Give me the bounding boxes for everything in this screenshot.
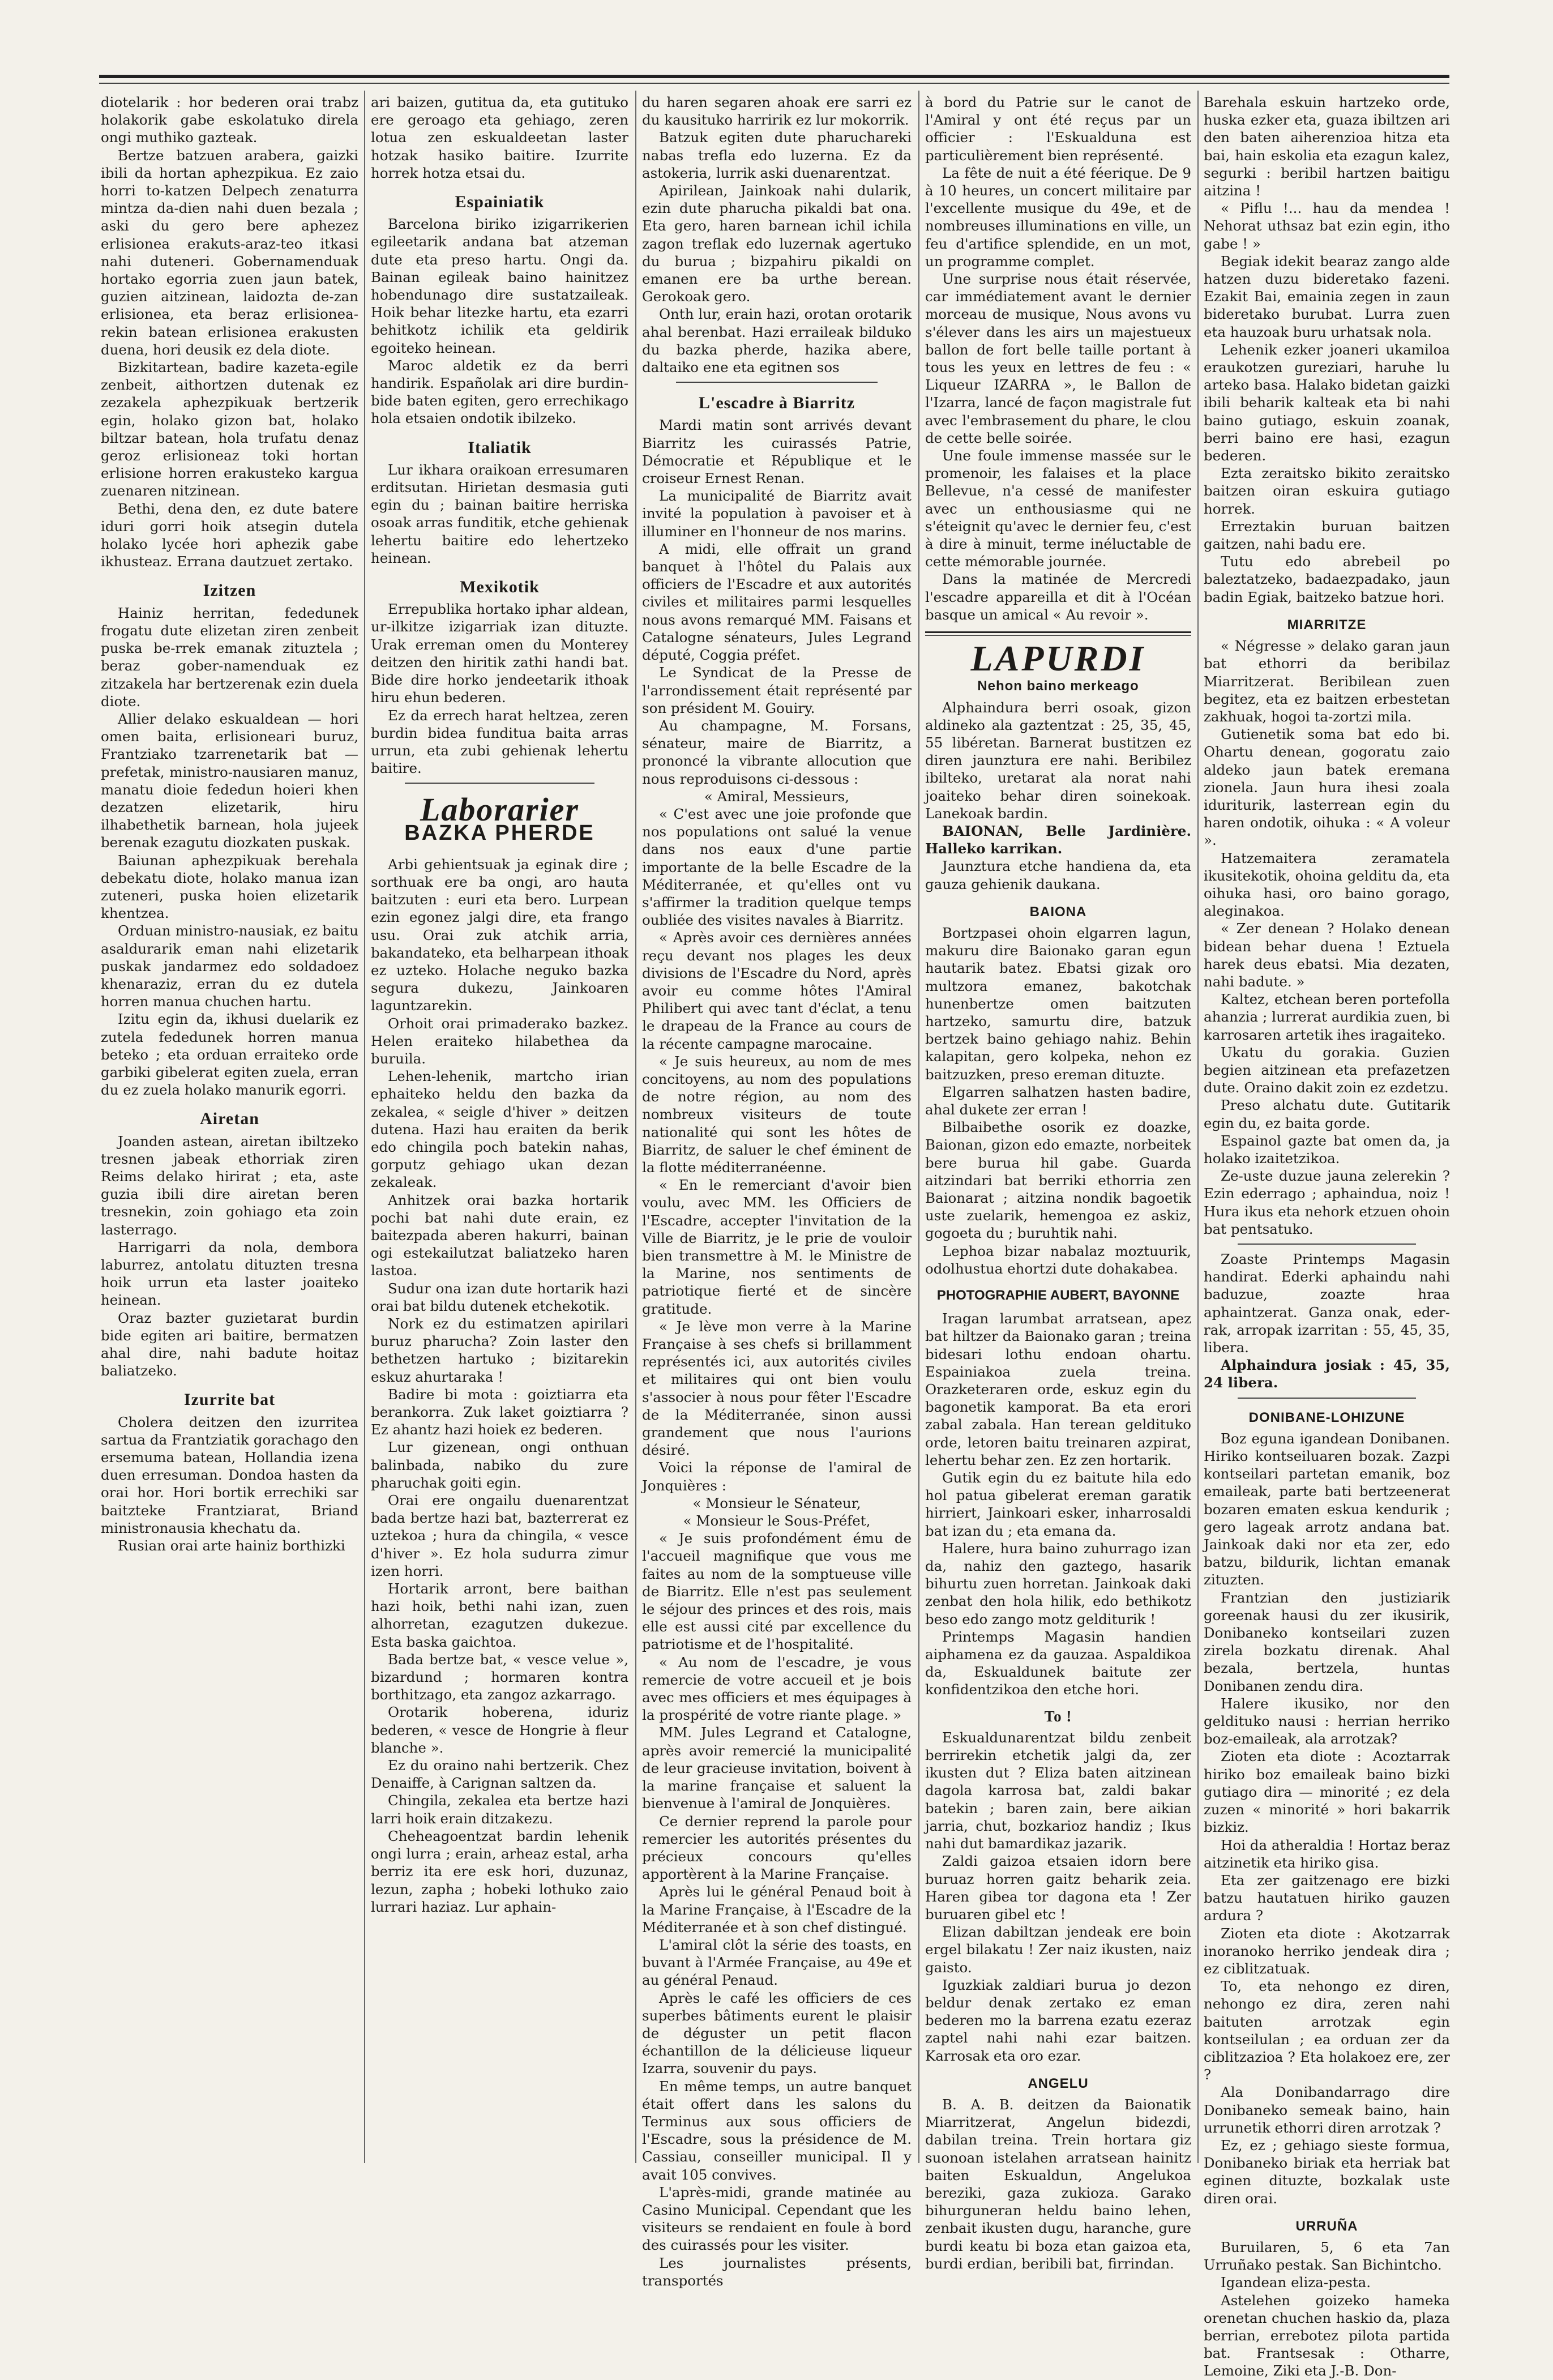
paragraph: « Amiral, Messieurs,: [704, 788, 850, 805]
paragraph: Barehala eskuin hartzeko orde, huska ezker eta, guaza ibiltzen ari den baten aiherenzioa hitza eta bai, hain eskolia eta ezagun kalez, segurki : beribil hartzen baitigu aitzina !: [1204, 94, 1450, 199]
paragraph: Ezta zeraitsko bikito zeraitsko baitzen oiran eskuira gutiago horrek.: [1204, 465, 1450, 517]
paragraph: Bilbaibethe osorik ez doazke, Baionan, gizon edo emazte, norbeitek bere burua hil gabe. Guarda aitzindari bat berriki ethorria zen Baionarat ; aitzina nondik bagoetik uste zuelarik, hemengoa ez askiz, gogoeta du ; buruhtik nahi.: [925, 1119, 1191, 1242]
paragraph: Begiak idekit bearaz zango alde hatzen duzu bideretako fazeni. Ezakit Bai, emainia zegen in zaun bideretako burubat. Lurra zuen eta hauzoak buru urhatsak nola.: [1204, 253, 1450, 340]
paragraph: B. A. B. deitzen da Baionatik Miarritzerat, Angelun bidezdi, dabilan treina. Trein hortara giz suonoan istelahen arratsean hainitz baiten Eskualdun, Angelukoa bereziki, gaza zukioza. Garako bihurguneran heldu baino lehen, zenbait ikusten dugu, haranche, gure burdi keatu bi boza etan gaizoa eta, burdi erdian, beribili bat, firrindan.: [925, 2096, 1191, 2272]
section-heading: Izitzen: [203, 581, 256, 600]
paragraph: « Après avoir ces dernières années reçu devant nos plages les deux divisions de l'Escadre du Nord, après avoir eu comme hôtes l'Amiral Philibert qui avec tant d'éclat, a tenu le drapeau de la France au cours de la récente campagne marocaine.: [642, 929, 912, 1052]
paragraph: Chingila, zekalea eta bertze hazi larri hoik erain ditzakezu.: [371, 1792, 628, 1827]
paragraph: Voici la réponse de l'amiral de Jonquières :: [642, 1459, 912, 1494]
paragraph: « Je suis heureux, au nom de mes concitoyens, au nom des populations de notre région, au nom des nombreux visiteurs de toute nationalité qui sont les hôtes de Biarritz, de saluer le chef éminent de la flotte méditerranéenne.: [642, 1053, 912, 1176]
paragraph: Apirilean, Jainkoak nahi dularik, ezin dute pharucha pikaldi bat ona. Eta gero, haren barnean ichil ichila zagon treflak edo luzernak agertuko du burua ; bizpahiru pikaldi on emanen ere ba urthe berean. Gerokoak gero.: [642, 182, 912, 305]
section-heading: Nehon baino merkeago: [977, 678, 1139, 694]
section-heading: Italiatik: [468, 438, 532, 457]
paragraph: La fête de nuit a été féerique. De 9 à 10 heures, un concert militaire par l'excellente musique du 49e, et de nombreuses illuminations en ville, un feu d'artifice splendide, en un mot, un programme complet.: [925, 164, 1191, 270]
section-heading: Airetan: [200, 1109, 259, 1129]
paragraph: Le Syndicat de la Presse de l'arrondissement était représenté par son président M. Gouiry.: [642, 664, 912, 716]
paragraph: diotelarik : hor bederen orai trabz holakorik gabe eskolatuko direla ongi muthiko gazteak.: [101, 94, 358, 146]
paragraph: Tutu edo abrebeil po baleztatzeko, badaezpadako, jaun badin Egiak, baitzeko batzue hori.: [1204, 553, 1450, 605]
paragraph: Nork ez du estimatzen apirilari buruz pharucha? Zoin laster den bethetzen hartuko ; bizitarekin eskuz ahurtaraka !: [371, 1315, 628, 1385]
paragraph: Harrigarri da nola, dembora laburrez, antolatu dituzten tresna hoik urrun eta laster joaiteko heinean.: [101, 1238, 358, 1309]
paragraph: Eta zer gaitzenago ere bizki batzu hautatuen hiriko gauzen ardura ?: [1204, 1871, 1450, 1924]
paragraph: Ez, ez ; gehiago sieste formua, Donibaneko biriak eta herriak bat eginen dituzte, bozkalak uste diren orai.: [1204, 2137, 1450, 2207]
paragraph: Halere ikusiko, nor den geldituko nausi : herrian herriko boz-emaileak, ala arrotzak?: [1204, 1695, 1450, 1747]
paragraph: Espainol gazte bat omen da, ja holako izaitetzikoa.: [1204, 1132, 1450, 1167]
column-3: [642, 93, 912, 2289]
paragraph: Après lui le général Penaud boit à la Marine Française, à l'Escadre de la Méditerranée et à son chef distingué.: [642, 1883, 912, 1935]
paragraph: Zaldi gaizoa etsaien idorn bere buruaz horren gaitz beharik zeia. Haren gibea tor dagona eta ! Zer buruaren gibel etc !: [925, 1853, 1191, 1922]
paragraph: Sudur ona izan dute hortarik hazi orai bat bildu dutenek etchekotik.: [371, 1280, 628, 1314]
paragraph: Orduan ministro-nausiak, ez baitu asaldurarik eman nahi elizetarik puskak jandarmez edo soldadoez khenaraziz, erran du ez dutela horren manua chuchen hartu.: [101, 922, 358, 1010]
paragraph: « Je lève mon verre à la Marine Française à ses chefs si brillamment représentés ici, aux autorités civiles et militaires qui ont bien voulu s'associer à nous pour fêter l'Escadre de la Méditerranée, sinon aussi grandement que nous l'aurions désiré.: [642, 1318, 912, 1459]
paragraph: Frantzian den justiziarik goreenak hausi du zer ikusirik, Donibaneko kontseilari zuzen zirela bozkatu direnak. Ahal bezala, bertzela, huntas Donibanen zendu dira.: [1204, 1589, 1450, 1694]
paragraph: Preso alchatu dute. Gutitarik egin du, ez baita gorde.: [1204, 1097, 1450, 1131]
paragraph: « Piflu !... hau da mendea ! Nehorat uthsaz bat ezin egin, itho gabe ! »: [1204, 200, 1450, 252]
paragraph: Lehen-lehenik, martcho irian ephaiteko heldu den bazka da zekalea, « seigle d'hiver » deitzen dutena. Hazi hau eraiten da berik edo chingila poch batekin nahas, gorputz gehiago ukan dezan zekaleak.: [371, 1068, 628, 1191]
paragraph: Orai ere ongailu duenarentzat bada bertze hazi bat, bazterrerat ez uztekoa ; hura da chingila, « vesce d'hiver ». Ez hola sudurra zimur izen horri.: [371, 1492, 628, 1579]
column-divider: [918, 91, 919, 2163]
paragraph: Iguzkiak zaldiari burua jo dezon beldur denak zertako ez eman bederen mo la barrena ezatu ezeraz zaptel nahi nahi ezar baitzen. Karrosak eta oro ezar.: [925, 1976, 1191, 2064]
paragraph: Hoi da atheraldia ! Hortaz beraz aitzinetik eta hiriko gisa.: [1204, 1836, 1450, 1871]
paragraph: « En le remerciant d'avoir bien voulu, avec MM. les Officiers de l'Escadre, accepter l'invitation de la Ville de Biarritz, je le prie de vouloir bien transmettre à M. le Ministre de la Marine, nos sentiments de patriotique fierté et de sincère gratitude.: [642, 1177, 912, 1317]
paragraph: Rusian orai arte hainiz borthizki: [118, 1537, 345, 1554]
paragraph: Hortarik arront, bere baithan hazi hoik, bethi nahi izan, zuen alhorretan, ezagutzen dukezue. Esta baska gaichtoa.: [371, 1580, 628, 1650]
paragraph: To, eta nehongo ez diren, nehongo ez dira, zeren nahi baituten arrotzak egin kontseilulan ; ea orduan zer da ciblitzazioa ? Eta holakoez ere, zer ?: [1204, 1978, 1450, 2083]
paragraph: Bethi, dena den, ez dute batere iduri gorri hoik atsegin dutela holako lycée hori aphezik gabe ikhusteaz. Errana dautzuet zertako.: [101, 500, 358, 570]
paragraph: Jaunztura etche handienа da, eta gauza gehienik daukana.: [925, 858, 1191, 892]
column-1: [101, 93, 358, 2149]
divider: [1238, 1244, 1416, 1245]
divider: [925, 631, 1191, 636]
paragraph: Barcelona biriko izigarrikerien egileetarik andana bat atzeman dute eta preso hartu. Ongi da. Bainan egileak baino hainitzez hobendunago dire sustatzaileak. Hoik behar litezke hartu, eta ezarri behitkotz ichilik eta geldirik egoiteko heinean.: [371, 216, 628, 356]
section-heading: Espainiatik: [455, 193, 545, 212]
lapurdi-heading: LAPURDI: [970, 638, 1146, 679]
paragraph: Boz eguna igandean Donibanen. Hiriko kontseiluaren bozak. Zazpi kontseilari partetan emanik, boz emaileak, parte bati bertzeenerat bozaren ematen eskua kendurik ; gero lageak arrotz andana bat. Jainkoak daki nor eta zer, edo batzu, bildurik, lichtan emanak zituzten.: [1204, 1430, 1450, 1588]
paragraph: Allier delako eskualdean — hori omen baita, erlisioneari buruz, Frantziako tzarrenetarik bat — prefetak, ministro-nausiaren manuz, manatu dioie fededun hoieri khen dezatzen elizetarik, hiru ilhabethetik barnean, hola jujeek berenak ezagutu diozkaten puskak.: [101, 710, 358, 851]
paragraph: L'après-midi, grande matinée au Casino Municipal. Cependant que les visiteurs se rendaient en foule à bord des cuirassés pour les visiter.: [642, 2184, 912, 2254]
paragraph: Zioten eta diote : Acoztarrak hiriko boz emaileak baino bizki gutiago dira — minorité ; ez dela zuzen « minorité » hori bakarrik bizkiz.: [1204, 1748, 1450, 1836]
column-divider: [635, 91, 636, 2163]
paragraph: En même temps, un autre banquet était offert dans les salons du Terminus aux sous officiers de l'Escadre, sous la présidence de M. Cassiau, conseiller municipal. Il y avait 105 convives.: [642, 2078, 912, 2183]
paragraph: Maroc aldetik ez da berri handirik. Españolak ari dire burdin-bide baten egiten, gero errechikago hola etsaien ondotik ibilzeko.: [371, 357, 628, 427]
column-divider: [364, 91, 365, 2163]
paragraph: Gutienetik soma bat edo bi. Ohartu denean, gogoratu zaio aldeko jaun batek eremana zionela. Jaun hura ihesi zoala iduriturik, lasterrean egin du haren ondotik, oihuka : « A voleur ».: [1204, 726, 1450, 849]
paragraph: Ez du oraino nahi bertzerik. Chez Denaiffe, à Carignan saltzen da.: [371, 1757, 628, 1792]
section-heading: ANGELU: [1028, 2075, 1089, 2091]
paragraph: Mardi matin sont arrivés devant Biarritz les cuirassés Patrie, Démocratie et République et le croiseur Ernest Renan.: [642, 417, 912, 487]
paragraph: Ala Donibandarrago dire Donibaneko semeak baino, hain urrunetik ethorri diren arrotzak ?: [1204, 2084, 1450, 2136]
paragraph: Anhitzek orai bazka hortarik pochi bat nahi dute erain, ez baitezpada aberen hakurri, bainan ogi estekailutzat baliatzeko haren lastoa.: [371, 1191, 628, 1279]
paragraph: L'amiral clôt la série des toasts, en buvant à l'Armée Française, au 49e et au général Penaud.: [642, 1936, 912, 1989]
paragraph: « Au nom de l'escadre, je vous remercie de votre accueil et je bois avec mes officiers et mes équipages à la prospérité de votre riante plage. »: [642, 1653, 912, 1724]
section-heading: L'escadre à Biarritz: [698, 394, 855, 413]
paragraph: « Monsieur le Sénateur,: [692, 1494, 861, 1511]
paragraph: Orhoit orai primaderako bazkez. Helen eraiteko hilabethea da buruila.: [371, 1015, 628, 1067]
paragraph: Izitu egin da, ikhusi duelarik ez zutela fededunek horren manua beteko ; eta orduan erraiteko orde garbiki gibelerat egiten zuela, erran du ez zuela holako manurik egorri.: [101, 1011, 358, 1099]
paragraph: « Monsieur le Sous-Préfet,: [683, 1512, 871, 1529]
paragraph: Lur ikhara oraikoan erresumaren erditsutan. Hirietan desmasia guti egin du ; bainan baitire herriska osoak arras funditik, etche gehienak lehertu baitire edo lehertzeko heinean.: [371, 461, 628, 566]
paragraph: « C'est avec une joie profonde que nos populations ont salué la venue dans nos eaux d'une partie importante de la belle Escadre de la Méditerranée, et qu'elles ont vu s'affirmer la tradition quelque temps oubliée des visites navales à Biarritz.: [642, 805, 912, 929]
section-heading: URRUÑA: [1295, 2218, 1358, 2234]
paragraph: Onth lur, erain hazi, orotan orotarik ahal berenbat. Hazi erraileak bilduko du bazka pherde, hazika abere, daltaiko ene eta egitnen sos: [642, 306, 912, 376]
column-4: [925, 93, 1191, 2272]
paragraph: Après le café les officiers de ces superbes bâtiments eurent le plaisir de déguster un petit flacon échantillon de la délicieuse liqueur Izarra, souvenir du pays.: [642, 1989, 912, 2077]
paragraph: Errepublika hortako iphar aldean, ur-ilkitze izigarriak izan dituzte. Urak erreman omen du Monterey deitzen den hiritik zathi handi bat. Bide dire horko jendeetarik ithoak hiru ehun bederen.: [371, 601, 628, 706]
paragraph: Bizkitartean, badire kazeta-egile zenbeit, aithortzen dutenak ez zezakela aphezpikuak bertzerik egin, holako gizon bat, holako biltzar batean, hola trufatu denaz geroz erlisioneaz toki hortan erlisione horren erakusteko kargua zuenaren nitzinean.: [101, 359, 358, 499]
laborarier-heading: Laborarier: [420, 791, 579, 828]
paragraph: Ce dernier reprend la parole pour remercier les autorités présentes du précieux concours qu'elles apportèrent à la Marine Française.: [642, 1813, 912, 1883]
paragraph: Bortzpasei ohoin elgarren lagun, makuru dire Baionako garan egun hautarik batez. Ebatsi gizak oro multzora emanez, bakotchak hunenbertze omen baitzuten hartzeko, samurtu dire, batzuk bertzek baino gehiago nahiz. Behin kalapitan, gero kolpeka, nehon ez baitzuzken, preso ereman dituzte.: [925, 924, 1191, 1083]
paragraph: « Je suis profondément ému de l'accueil magnifique que vous me faites au nom de la somptueuse ville de Biarritz. Elle n'est pas seulement le séjour des princes et des rois, mais elle est aussi cité par excellence du patriotisme et de l'hospitalité.: [642, 1530, 912, 1653]
column-divider: [1197, 91, 1199, 2163]
section-heading: BAIONA: [1029, 904, 1087, 920]
paragraph: « Négresse » delako garan jaun bat ethorri da beribilaz Miarritzerat. Beribilean zuen begitez, eta ez baitzen erbestetan zakhuak, hogoi ta-zortzi mila.: [1204, 638, 1450, 725]
paragraph: Lephoa bizar nabalaz moztuurik, odolhustua ehortzi dute dohakabea.: [925, 1242, 1191, 1277]
paragraph: Oraz bazter guzietarat burdin bide egiten ari baitire, bermatzen ahal dire, nahi badute hoitaz baliatzeko.: [101, 1309, 358, 1379]
paragraph: Lehenik ezker joaneri ukamiloa eraukotzen gureziari, haruhe lu arteko basa. Halako bidetan gaizki ibili beharik kalteak eta bi nahi baino gutiago, eskuin zoanak, berri baino ere hasi, ezagun bederen.: [1204, 341, 1450, 464]
paragraph: Ukatu du gorakia. Guzien begien aitzinean eta prefazetzen dute. Oraino dakit zoin ez ezdetzu.: [1204, 1044, 1450, 1096]
paragraph: Cholera deitzen den izurritea sartua da Frantziatik gorachago den ersemuma batean, Hollandia izena duen erresuman. Dondoa hasten da orai hor. Hori bortik errechiki sar baitzteke Frantziarat, Briand ministronausia khechatu da.: [101, 1413, 358, 1536]
advertisement-title: PHOTOGRAPHIE AUBERT, BAYONNE: [936, 1288, 1180, 1303]
paragraph: Gutik egin du ez baitute hila edo hol patua gibelerat ereman garatik hirriert, Jainkoari esker, inharrosaldi bat izan du ; eta emana da.: [925, 1469, 1191, 1539]
paragraph: Badire bi mota : goiztiarra eta berankorra. Zuk laket goiztiarra ? Ez ahantz hazi hoiek ez bederen.: [371, 1386, 628, 1438]
paragraph: Lur gizenean, ongi onthuan balinbada, nabiko du zure pharuchak goiti egin.: [371, 1439, 628, 1491]
section-heading: MIARRITZE: [1287, 617, 1367, 633]
paragraph: Dans la matinée de Mercredi l'escadre appareilla et dit à l'Océan basque un amical « Au revoir ».: [925, 571, 1191, 623]
header-rule-thin: [99, 83, 1449, 84]
paragraph: Batzuk egiten dute pharuchareki nabas trefla edo luzerna. Ez da astokeria, lurrik aski duenarentzat.: [642, 129, 912, 181]
paragraph: Joanden astean, airetan ibiltzeko tresnen jabeak ethorriak ziren Reims delako hirirat ; eta, aste guzia ibili dire airetan beren tresnekin, zoin gohiago eta zoin lasterrago.: [101, 1133, 358, 1238]
divider: [676, 382, 878, 383]
paragraph: Printemps Magasin handien aiphamena ez da gauzaa. Aspaldikoa da, Eskualdunek baitute zer konfidentzikoa den etche hori.: [925, 1628, 1191, 1698]
paragraph: Hatzemaitera zeramatela ikusitekotik, ohoina gelditu da, eta oihuka hasi, oro baino gorago, aleginakoa.: [1204, 849, 1450, 920]
paragraph: Eskualdunarentzat bildu zenbeit berrirekin etchetik jalgi da, zer ikusten dut ? Eliza baten aitzinean dagola karrosa bat, zaldi bakar batekin ; baren zain, bere aikian jarria, chut, bozkarioz handiz ; Ikus nahi dut bamardikaz jazarik.: [925, 1729, 1191, 1852]
paragraph: du haren segaren ahoak ere sarri ez du kausituko harririk ez lur mokorrik.: [642, 94, 912, 129]
paragraph: Les journalistes présents, transportés: [642, 2254, 912, 2289]
paragraph: « Zer denean ? Holako denean bidean behar duena ! Eztuela harek deus ebatsi. Mia dezaten, nahi badute. »: [1204, 920, 1450, 990]
paragraph: Zioten eta diote : Akotzarrak inoranoko herriko jendeak dira ; ez ciblitzatuak.: [1204, 1925, 1450, 1977]
paragraph: Halere, hura baino zuhurrago izan da, nahiz den gaztego, hasarik bihurtu zuen horretan. Jainkoak daki zenbat den hola hilik, edo bethikotz beso edo zango motz gelditurik !: [925, 1540, 1191, 1627]
section-heading: Mexikotik: [460, 578, 540, 597]
paragraph: Ez da errech harat heltzea, zeren burdin bidea funditua baita arras urrun, eta zubi gehienak lehertu baitire.: [371, 707, 628, 777]
bazka-pherde-heading: BAZKA PHERDE: [404, 821, 595, 845]
section-heading: DONIBANE-LOHIZUNE: [1248, 1409, 1405, 1425]
paragraph: Orotarik hoberena, iduriz bederen, « vesce de Hongrie à fleur blanche ».: [371, 1704, 628, 1756]
paragraph: Astelehen goizeko hameka orenetan chuchen haskio da, plaza berrian, errebotez pilota partida bat. Frantsesak : Otharre, Lemoine, Ziki eta J.-B. Don-: [1204, 2292, 1450, 2379]
paragraph: Cheheagoentzat bardin lehenik ongi lurra ; erain, arheaz estal, arha berriz ita ere esk hori, duzunaz, lezun, zapha ; hobeki lothuko zaio lurrari haziaz. Lur aphain-: [371, 1827, 628, 1915]
paragraph: A midi, elle offrait un grand banquet à l'hôtel du Palais aux officiers de l'Escadre et aux autorités civiles et militaires parmi lesquelles nous avons remarqué MM. Faisans et Catalogne sénateurs, Jules Legrand député, Coggia préfet.: [642, 540, 912, 664]
paragraph: Elgarren salhatzen hasten badire, ahal dukete zer erran !: [925, 1083, 1191, 1118]
paragraph: Igandean eliza-pesta.: [1221, 2274, 1371, 2291]
paragraph: Kaltez, etchean beren portefolla ahanzia ; lurrerat aurdikia zuen, bi karrosaren artetik ihes iragaiteko.: [1204, 991, 1450, 1043]
column-5: [1204, 93, 1450, 2379]
paragraph: Bertze batzuen arabera, gaizki ibili da hortan aphezpikua. Ez zaio horri to-katzen Delpech zenaturra mintza da-dien nahi duen bezala ; aski du gero bere aphezez erlisionea erakuts-araz-teo itkasi nahi duteneri. Gobernamenduak hortako egorria zuen jaun batek, guzien aitzinean, laidozta de-zan erlisionea, eta beraz erlisionea-rekin batean erlisionea erakusten duena, hori deusik ez dela diote.: [101, 147, 358, 358]
paragraph: La municipalité de Biarritz avait invité la population à pavoiser et à illuminer en l'honneur de nos marins.: [642, 488, 912, 540]
divider: [405, 783, 594, 784]
divider: [1238, 1398, 1416, 1399]
paragraph: Hainiz herritan, fededunek frogatu dute elizetan ziren zenbeit puska be-rrek emanak zituztela ; beraz gober-namenduak ez zitzakela har bertzerenak ezin duela diote.: [101, 604, 358, 710]
paragraph: Bada bertze bat, « vesce velue », bizardund ; hormaren kontra borthitzago, eta zangoz azkarrago.: [371, 1651, 628, 1703]
paragraph: Iragan larumbat arratsean, apez bat hiltzer da Baionako garan ; treina bidesari lothu endoan ohartu. Espainiakoa zuela treina. Orazketeraren orde, eskuz egin du bagonetik kamporat. Ba eta erori zabal zabala. Han terean geldituko orde, letoren baitu treinaren azpirat, lehertu behar zen. Ez zen hortarik.: [925, 1310, 1191, 1468]
section-heading: To !: [1044, 1707, 1072, 1725]
paragraph: Au champagne, M. Forsans, sénateur, maire de Biarritz, a prononcé la vibrante allocution que nous reproduisons ci-dessous :: [642, 717, 912, 787]
section-heading: Izurrite bat: [183, 1390, 276, 1409]
paragraph: Arbi gehientsuak ja eginak dire ; sorthuak ere ba ongi, aro hauta baitzuten : euri eta bero. Lurpean ezin egonez jalgi dire, eta frango usu. Orai zuk atchik arria, bakandateko, eta belharpean ithoak ez uzteko. Holache neguko bazka segura dukezu, Jainkoaren laguntzarekin.: [371, 856, 628, 1014]
paragraph: MM. Jules Legrand et Catalogne, après avoir remercié la municipalité de leur gracieuse invitation, boivent à la marine française et saluent la bienvenue à l'amiral de Jonquières.: [642, 1724, 912, 1812]
paragraph: Zoaste Printemps Magasin handirat. Ederki aphaindu nahi baduzue, zoazte hraa aphaintzerat. Ganza onak, eder-rak, arropak izarritan : 55, 45, 35, libera.: [1204, 1251, 1450, 1356]
paragraph: Une foule immense massée sur le promenoir, les falaises et la place Bellevue, n'a cessé de manifester avec un enthousiasme qui ne s'éteignit qu'avec le dernier feu, c'est à dire à minuit, terme inéluctable de cette mémorable journée.: [925, 447, 1191, 570]
paragraph: à bord du Patrie sur le canot de l'Amiral y ont été reçus par un officier : l'Eskualduna est particulièrement bien représenté.: [925, 94, 1191, 164]
header-rule: [99, 75, 1449, 78]
column-2: [371, 93, 628, 2149]
paragraph: Erreztakin buruan baitzen gaitzen, nahi badu ere.: [1204, 518, 1450, 553]
paragraph: Baiunan aphezpikuak berehala debekatu diote, holako manua izan zuteneri, puska hoien elizetarik khentzea.: [101, 852, 358, 922]
paragraph: Ze-uste duzue jauna zelerekin ? Ezin ederrago ; aphaindua, noiz ! Hura ikus eta nehork etzuen ohoin bat pentsatuko.: [1204, 1168, 1450, 1237]
paragraph: Alphaindura berri osoak, gizon aldineko ala gaztentzat : 25, 35, 45, 55 libéretan. Barnerat bustitzen ez diren jaunztura ere nahi. Beribilez ibilteko, uretarat ala norat nahi joaiteko behar diren soinekoak. Lanekoak bardin.: [925, 699, 1191, 822]
paragraph: ari baizen, gutitua da, eta gutituko ere geroago eta gehiago, zeren lotua zen eskualdeetan laster hotzak hasiko baitire. Izurrite horrek hotza etsai du.: [371, 94, 628, 181]
paragraph: Elizan dabiltzan jendeak ere boin ergel bilakatu ! Zer naiz ikusten, naiz gaisto.: [925, 1924, 1191, 1976]
paragraph: BAIONAN, Belle Jardinière. Halleko karrikan.: [925, 822, 1191, 857]
paragraph: Alphaindura josiak : 45, 35, 24 libera.: [1204, 1357, 1450, 1391]
paragraph: Buruilaren, 5, 6 eta 7an Urruñako pestak. San Bichintcho.: [1204, 2238, 1450, 2274]
paragraph: Une surprise nous était réservée, car immédiatement avant le dernier morceau de musique, Nous avons vu s'élever dans les airs un majestueux ballon de fort belle taille portant à tous les yeux en lettres de feu : « Liqueur IZARRA », le Ballon de l'Izarra, lancé de façon magistrale fut avec l'embrasement du phare, le clou de cette belle soirée.: [925, 271, 1191, 446]
